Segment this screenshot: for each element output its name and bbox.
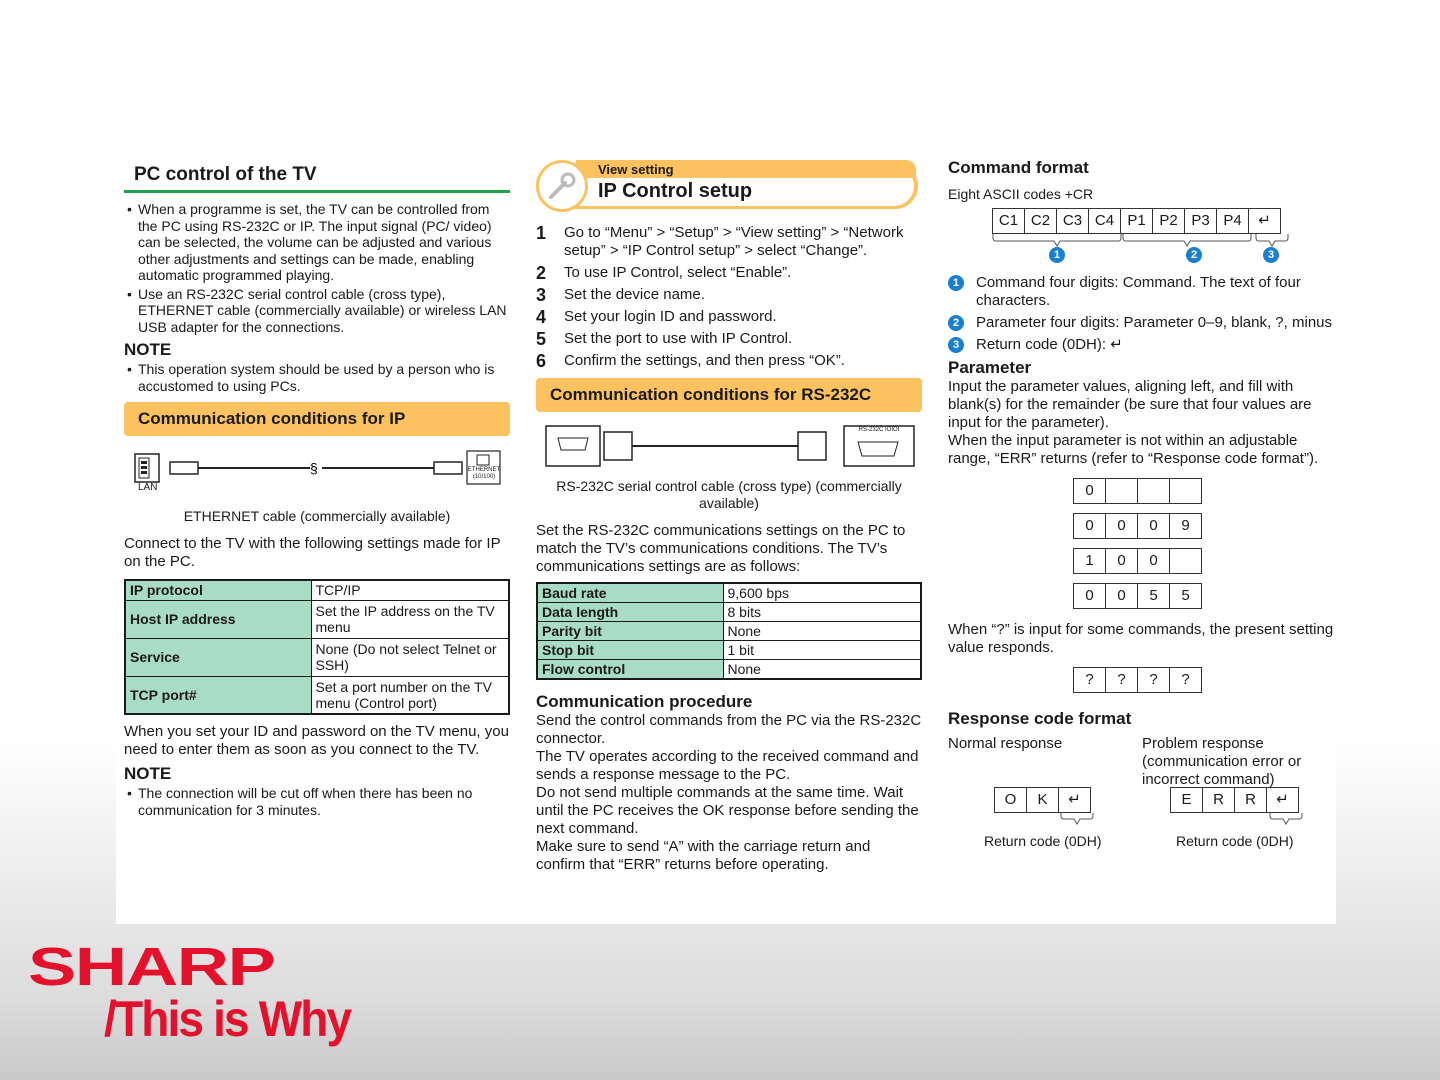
id-password-text: When you set your ID and password on the TV menu, you need to enter them as soon as you connect to the TV.	[124, 723, 509, 758]
command-format-heading: Command format	[948, 158, 1089, 177]
table-value: Set the IP address on the TV menu	[311, 600, 509, 638]
table-key: TCP port#	[125, 676, 311, 714]
rs232c-settings-table	[536, 582, 922, 680]
code-cell: C2	[1024, 208, 1057, 234]
marker-2: 2	[1186, 247, 1202, 263]
step-item: 1 Go to “Menu” > “Setup” > “View setting” > “Network setup” > “IP Control setup” > select “Change”.	[536, 223, 904, 259]
bullet-item: • Use an RS-232C serial control cable (cross type), ETHERNET cable (commercially available) or wireless LAN USB adapter for the connections.	[124, 286, 510, 336]
sharp-logo: SHARP	[28, 937, 275, 997]
return-icon: ↵	[1266, 787, 1299, 813]
table-key: IP protocol	[125, 580, 311, 600]
code-cell: C4	[1088, 208, 1121, 234]
ethernet-port-label: ETHERNET (10/100)	[467, 467, 501, 480]
table-row	[125, 600, 509, 638]
note-text: • The connection will be cut off when there has been no communication for 3 minutes.	[124, 785, 510, 818]
table-value: Set a port number on the TV menu (Control port)	[311, 676, 509, 714]
column-ip-control	[536, 150, 922, 874]
code-cell: P3	[1184, 208, 1217, 234]
table-value: 9,600 bps	[723, 583, 921, 603]
command-code-row	[993, 208, 1336, 234]
ok-code-row: O K ↵	[995, 787, 1091, 813]
return-icon: ↵	[1248, 208, 1281, 234]
marker-1: 1	[1049, 247, 1065, 263]
return-icon: ↵	[1058, 787, 1091, 813]
table-key: Baud rate	[537, 583, 723, 603]
view-setting-label: View setting	[576, 160, 916, 178]
note-heading: NOTE	[124, 340, 172, 359]
step-item: 4 Set your login ID and password.	[536, 307, 777, 327]
code-cell: C3	[1056, 208, 1089, 234]
query-example-row: ? ? ? ?	[1074, 667, 1336, 693]
bullet-item: • When a programme is set, the TV can be controlled from the PC using RS-232C or IP. The input signal (PC/ video) can be selected, the volume can be adjusted and various other adjustments and settings can be made, enabling automatic programmed playing.	[124, 201, 510, 284]
code-cell: P2	[1152, 208, 1185, 234]
wrench-icon	[536, 160, 588, 212]
lan-label: LAN	[138, 482, 158, 493]
ethernet-caption: ETHERNET cable (commercially available)	[183, 508, 451, 524]
return-code-label: Return code (0DH)	[984, 833, 1102, 849]
table-row	[537, 660, 921, 680]
procedure-line: The TV operates according to the received command and sends a response message to the PC.	[536, 748, 919, 783]
brand-tagline: /This is Why	[104, 991, 351, 1047]
parameter-examples	[948, 478, 1336, 609]
table-key: Data length	[537, 603, 723, 622]
problem-response-label: Problem response (communication error or incorrect command)	[1142, 735, 1302, 788]
ip-settings-table	[124, 579, 510, 715]
table-value: TCP/IP	[311, 580, 509, 600]
svg-text:§: §	[310, 460, 318, 476]
example-row: 0 0 0 9	[1074, 513, 1336, 539]
legend-item: 2 Parameter four digits: Parameter 0–9, blank, ?, minus	[948, 314, 1336, 332]
response-examples	[948, 735, 1336, 865]
marker-3: 3	[1263, 247, 1279, 263]
connect-text: Connect to the TV with the following settings made for IP on the PC.	[124, 535, 501, 570]
ethernet-cable-illustration	[124, 448, 510, 508]
table-key: Service	[125, 638, 311, 676]
legend-item: 3 Return code (0DH): ↵	[948, 336, 1336, 354]
setup-steps	[536, 224, 922, 370]
rs232c-text: Set the RS-232C communications settings on the PC to match the TV’s communications conditions. The TV’s communications settings are as follows:	[536, 522, 906, 575]
parameter-text: Input the parameter values, aligning left, and fill with blank(s) for the remainder (be sure that four values are input for the parameter).	[948, 378, 1312, 431]
procedure-line: Send the control commands from the PC via the RS-232C connector.	[536, 712, 922, 747]
return-code-label: Return code (0DH)	[1176, 833, 1294, 849]
step-item: 3 Set the device name.	[536, 285, 705, 305]
procedure-line: Do not send multiple commands at the same time. Wait until the PC receives the OK response before sending the next command.	[536, 784, 919, 837]
table-row	[537, 603, 921, 622]
table-row	[537, 583, 921, 603]
table-value: None (Do not select Telnet or SSH)	[311, 638, 509, 676]
code-cell: P1	[1120, 208, 1153, 234]
table-key: Host IP address	[125, 600, 311, 638]
code-cell: C1	[992, 208, 1025, 234]
response-heading: Response code format	[948, 709, 1132, 728]
table-value: 8 bits	[723, 603, 921, 622]
note-text: • This operation system should be used by a person who is accustomed to using PCs.	[124, 361, 510, 394]
example-row: 0 0 5 5	[1074, 583, 1336, 609]
marker-legend	[948, 274, 1336, 354]
manual-page	[116, 150, 1336, 924]
example-row: 0	[1074, 478, 1336, 504]
column-command-format	[948, 150, 1336, 865]
code-cell: P4	[1216, 208, 1249, 234]
legend-item: 1 Command four digits: Command. The text of four characters.	[948, 274, 1336, 310]
table-row	[537, 641, 921, 660]
code-markers	[948, 234, 1336, 264]
parameter-heading: Parameter	[948, 358, 1032, 377]
table-key: Stop bit	[537, 641, 723, 660]
example-row: 1 0 0	[1074, 548, 1336, 574]
command-format-sub: Eight ASCII codes +CR	[948, 186, 1094, 202]
table-key: Parity bit	[537, 622, 723, 641]
step-item: 5 Set the port to use with IP Control.	[536, 329, 793, 349]
query-text: When “?” is input for some commands, the present setting value responds.	[948, 621, 1334, 656]
column-pc-control	[124, 150, 510, 818]
table-row	[125, 676, 509, 714]
step-item: 6 Confirm the settings, and then press “OK”.	[536, 351, 845, 371]
note-heading: NOTE	[124, 764, 172, 783]
normal-response-label: Normal response	[948, 735, 1063, 752]
section-title: IP Control setup	[598, 180, 753, 202]
table-row	[125, 638, 509, 676]
table-row	[125, 580, 509, 600]
rs232c-port-label: RS-232C IOIOI	[858, 427, 900, 433]
table-row	[537, 622, 921, 641]
procedure-line: Make sure to send “A” with the carriage return and confirm that “ERR” returns before operating.	[536, 838, 871, 873]
procedure-heading: Communication procedure	[536, 692, 753, 711]
table-value: None	[723, 660, 921, 680]
ip-control-heading	[536, 160, 922, 216]
rs232c-diagram	[536, 424, 922, 478]
page-title: PC control of the TV	[124, 150, 510, 193]
parameter-text: When the input parameter is not within an adjustable range, “ERR” returns (refer to “Response code format”).	[948, 432, 1319, 467]
rs232c-conditions-heading: Communication conditions for RS-232C	[536, 378, 922, 412]
table-value: 1 bit	[723, 641, 921, 660]
ethernet-diagram	[124, 448, 510, 508]
table-value: None	[723, 622, 921, 641]
table-key: Flow control	[537, 660, 723, 680]
ip-conditions-heading: Communication conditions for IP	[124, 402, 510, 436]
step-item: 2 To use IP Control, select “Enable”.	[536, 263, 792, 283]
rs232c-caption: RS-232C serial control cable (cross type) (commercially available)	[556, 478, 902, 511]
err-code-row: E R R ↵	[1171, 787, 1299, 813]
